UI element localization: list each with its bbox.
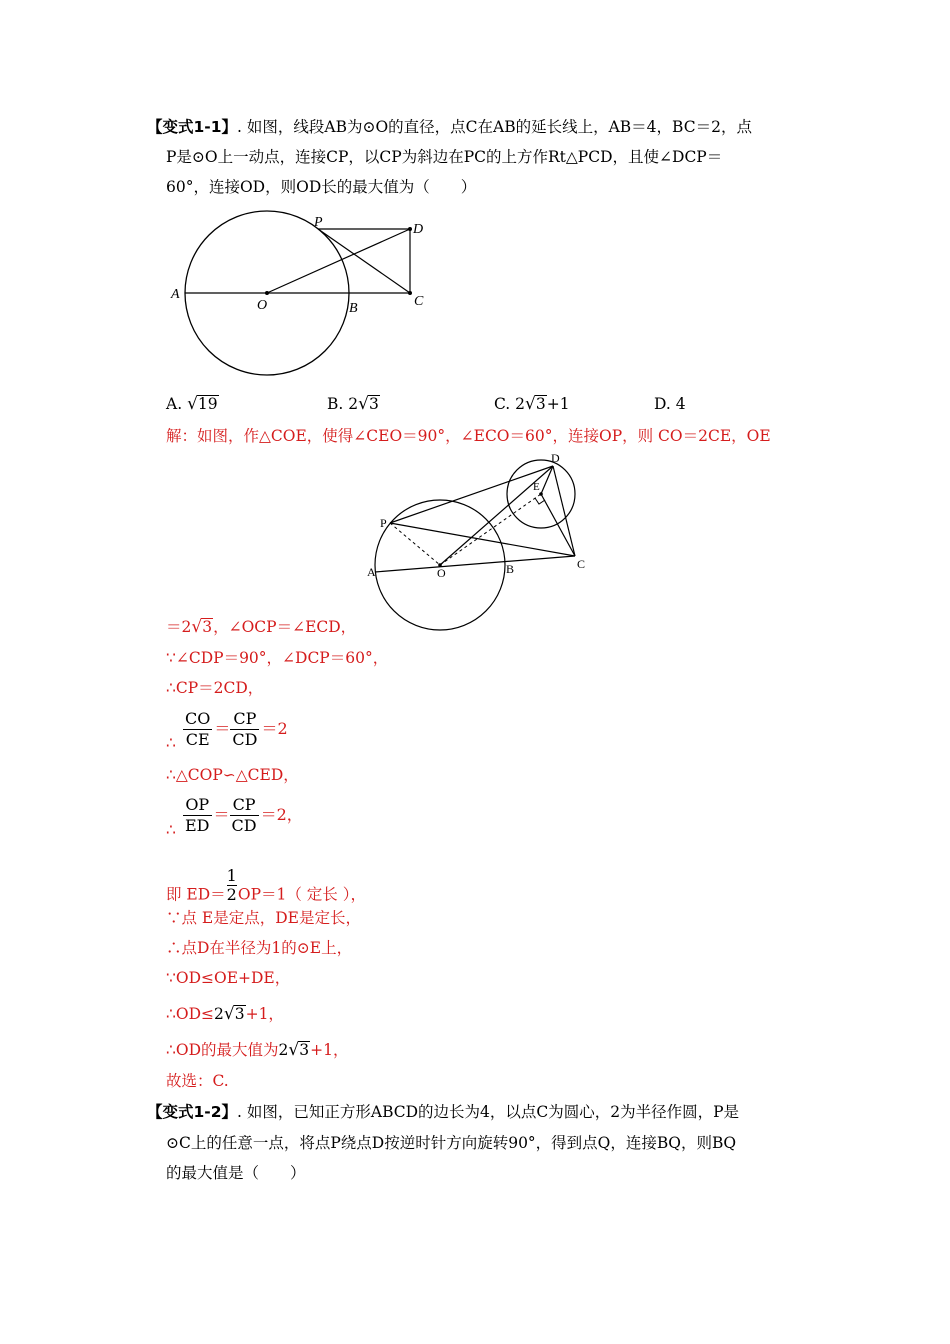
label-o: O <box>437 566 446 580</box>
solution-therefore-1: ∴ <box>166 734 176 752</box>
label-c: C <box>414 294 424 309</box>
question-1-2-line1: 【变式1-2】. 如图，已知正方形ABCD的边长为4，以点C为圆心，2为半径作圆，P是 <box>147 1103 740 1121</box>
point-c <box>408 291 412 295</box>
label-o: O <box>257 298 268 313</box>
question-1-2-line3: 的最大值是（ ） <box>166 1164 306 1182</box>
solution-therefore-2: ∴ <box>166 821 176 839</box>
solution-line10: ∴点D在半径为1的⊙E上， <box>166 939 353 957</box>
question-label: 【变式1-2】 <box>147 1103 238 1121</box>
solution-line2: ＝2√3，∠OCP＝∠ECD， <box>166 617 357 637</box>
point-o <box>265 291 269 295</box>
line-pd <box>390 466 553 523</box>
line-od <box>267 229 410 293</box>
label-c: C <box>577 557 586 571</box>
line-ac <box>375 556 575 572</box>
label-e: E <box>533 481 540 493</box>
label-b: B <box>349 301 358 316</box>
line-ec <box>541 494 575 556</box>
solution-fraction-line-2: $\frac{OP}{ED}$ ＝ $\frac{CP}{CD}$ ＝2， <box>185 795 303 835</box>
solution-line12: ∴OD≤2√3+1， <box>166 1004 284 1024</box>
line-oe-dashed <box>440 494 541 565</box>
point-d <box>408 227 412 231</box>
label-a: A <box>367 565 376 579</box>
label-b: B <box>506 562 515 576</box>
question-1-1-line2: P是⊙O上一动点，连接CP，以CP为斜边在PC的上方作Rt△PCD，且使∠DCP＝ <box>166 148 723 166</box>
solution-line1: 解：如图，作△COE，使得∠CEO＝90°，∠ECO＝60°，连接OP，则 CO＝2CE，OE <box>166 427 771 445</box>
solution-line13: ∴OD的最大值为2√3+1， <box>166 1040 349 1060</box>
solution-line6: ∴△COP∽△CED， <box>166 766 299 784</box>
option-d[interactable]: D. 4 <box>654 395 686 413</box>
label-a: A <box>171 287 180 302</box>
solution-fraction-line-1: $\frac{CO}{CE}$ ＝ $\frac{CP}{CD}$ ＝2 <box>185 709 288 749</box>
line-pc <box>318 229 410 293</box>
solution-line11: ∵OD≤OE+DE， <box>166 969 291 987</box>
solution-line9: ∵点 E是定点，DE是定长， <box>166 909 361 927</box>
label-p: P <box>314 215 323 230</box>
figure-2-solution-diagram <box>360 448 600 633</box>
solution-line8: 即 ED＝ $\frac{1}{2}$ OP＝1（ 定长 ）， <box>166 866 366 904</box>
question-1-2-line2: ⊙C上的任意一点，将点P绕点D按逆时针方向旋转90°，得到点Q，连接BQ，则BQ <box>166 1134 737 1152</box>
solution-line14: 故选：C. <box>166 1072 229 1090</box>
question-1-1-line3: 60°，连接OD，则OD长的最大值为（ ） <box>166 178 477 196</box>
line-op-dashed <box>390 523 440 565</box>
solution-line4: ∴CP＝2CD， <box>166 679 264 697</box>
option-b[interactable]: B. 2√3 <box>327 394 379 414</box>
question-label: 【变式1-1】 <box>147 118 238 136</box>
label-d: D <box>413 222 424 237</box>
option-a[interactable]: A. √19 <box>166 394 218 414</box>
option-c[interactable]: C. 2√3+1 <box>494 394 570 414</box>
question-1-1-line1: 【变式1-1】. 如图，线段AB为⊙O的直径，点C在AB的延长线上，AB＝4，BC＝2，点 <box>147 118 752 136</box>
figure-1-circle-diagram <box>160 200 450 385</box>
label-p: P <box>380 516 387 530</box>
label-d: D <box>551 451 560 465</box>
solution-line3: ∵∠CDP＝90°，∠DCP＝60°， <box>166 649 389 667</box>
